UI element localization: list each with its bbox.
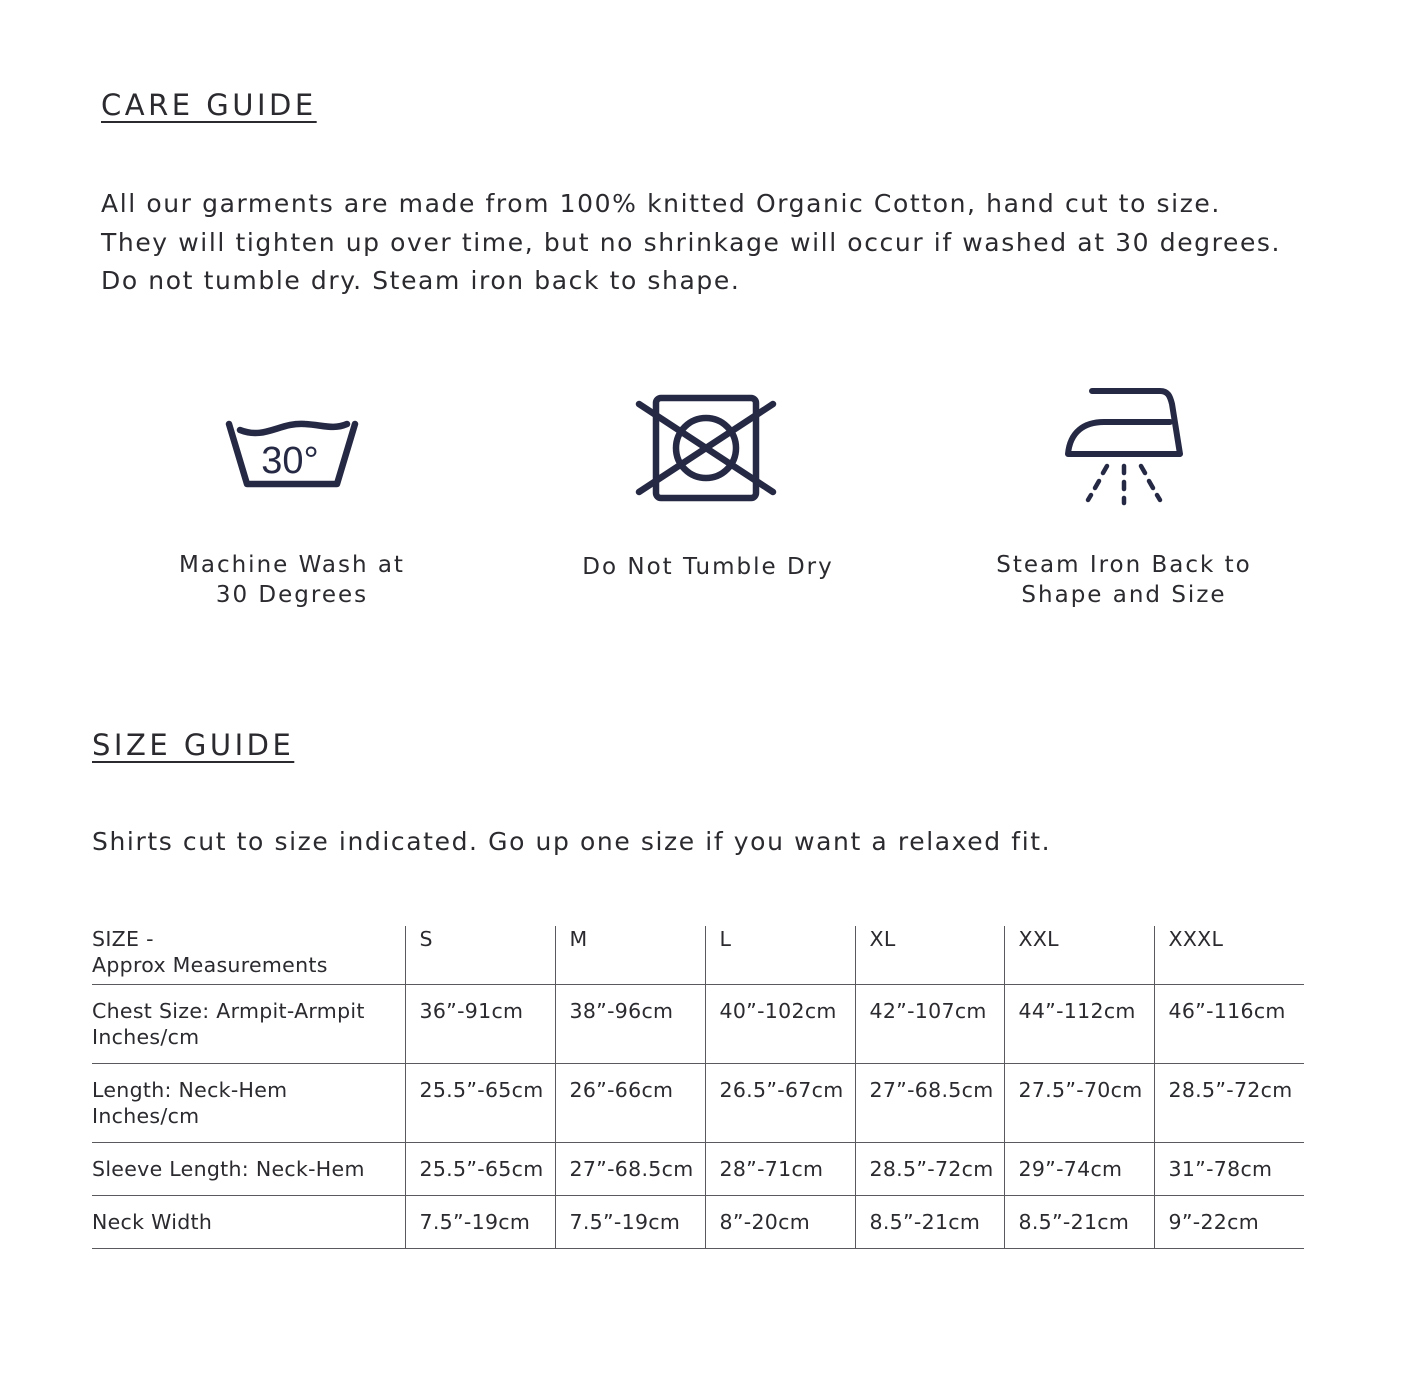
care-item-no-tumble-dry xyxy=(543,390,873,610)
column-header: XXL xyxy=(1004,926,1154,985)
row-label-line: Length: Neck-Hem xyxy=(92,1078,288,1102)
row-label xyxy=(92,1196,405,1249)
care-intro-line: They will tighten up over time, but no shrinkage will occur if washed at 30 degrees. xyxy=(101,227,1282,257)
table-cell: 7.5”-19cm xyxy=(555,1196,705,1249)
size-guide-heading: SIZE GUIDE xyxy=(92,728,295,762)
table-header-label xyxy=(92,926,405,985)
size-guide-intro: Shirts cut to size indicated. Go up one size if you want a relaxed fit. xyxy=(92,827,1052,856)
table-cell: 46”-116cm xyxy=(1154,985,1304,1064)
steam-iron-icon xyxy=(1062,384,1186,510)
table-cell: 8”-20cm xyxy=(705,1196,855,1249)
table-row xyxy=(92,1196,1304,1249)
table-cell: 28.5”-72cm xyxy=(1154,1064,1304,1143)
row-label-line: Sleeve Length: Neck-Hem xyxy=(92,1157,365,1181)
steam-iron-label xyxy=(959,550,1289,610)
table-cell: 40”-102cm xyxy=(705,985,855,1064)
header-label-line: SIZE - xyxy=(92,927,154,951)
care-item-machine-wash xyxy=(127,400,457,620)
table-cell: 31”-78cm xyxy=(1154,1143,1304,1196)
care-guide-intro xyxy=(101,185,1281,301)
table-cell: 8.5”-21cm xyxy=(1004,1196,1154,1249)
column-header: M xyxy=(555,926,705,985)
care-label-line: Machine Wash at xyxy=(179,552,405,578)
table-header-row xyxy=(92,926,1304,985)
care-label-line: 30 Degrees xyxy=(215,582,369,608)
row-label xyxy=(92,985,405,1064)
table-cell: 28”-71cm xyxy=(705,1143,855,1196)
table-cell: 9”-22cm xyxy=(1154,1196,1304,1249)
column-header: XL xyxy=(855,926,1004,985)
table-cell: 27”-68.5cm xyxy=(555,1143,705,1196)
care-label-line: Do Not Tumble Dry xyxy=(582,554,834,580)
column-header: XXXL xyxy=(1154,926,1304,985)
care-guide-heading: CARE GUIDE xyxy=(101,88,317,122)
table-cell: 44”-112cm xyxy=(1004,985,1154,1064)
row-label xyxy=(92,1064,405,1143)
no-tumble-dry-icon xyxy=(635,390,781,506)
table-row xyxy=(92,985,1304,1064)
row-label-line: Inches/cm xyxy=(92,1104,200,1128)
header-label-line: Approx Measurements xyxy=(92,953,328,977)
row-label-line: Chest Size: Armpit-Armpit xyxy=(92,999,365,1023)
table-cell: 7.5”-19cm xyxy=(405,1196,555,1249)
table-cell: 38”-96cm xyxy=(555,985,705,1064)
table-cell: 42”-107cm xyxy=(855,985,1004,1064)
table-cell: 27”-68.5cm xyxy=(855,1064,1004,1143)
column-header: S xyxy=(405,926,555,985)
table-cell: 25.5”-65cm xyxy=(405,1143,555,1196)
care-intro-line: All our garments are made from 100% knitted Organic Cotton, hand cut to size. xyxy=(101,189,1221,218)
table-row xyxy=(92,1143,1304,1196)
wash-30-icon xyxy=(225,412,359,492)
row-label-line: Neck Width xyxy=(92,1210,213,1234)
care-intro-line: Do not tumble dry. Steam iron back to shape. xyxy=(101,266,741,295)
table-row xyxy=(92,1064,1304,1143)
column-header: L xyxy=(705,926,855,985)
care-item-steam-iron xyxy=(959,384,1289,620)
care-label-line: Shape and Size xyxy=(1021,582,1227,608)
table-cell: 26.5”-67cm xyxy=(705,1064,855,1143)
care-label-line: Steam Iron Back to xyxy=(996,552,1252,578)
size-table xyxy=(92,926,1304,1249)
table-cell: 29”-74cm xyxy=(1004,1143,1154,1196)
table-cell: 28.5”-72cm xyxy=(855,1143,1004,1196)
table-cell: 36”-91cm xyxy=(405,985,555,1064)
wash-temperature-label: 30° xyxy=(261,440,319,482)
table-cell: 8.5”-21cm xyxy=(855,1196,1004,1249)
table-cell: 25.5”-65cm xyxy=(405,1064,555,1143)
machine-wash-label xyxy=(127,550,457,610)
row-label xyxy=(92,1143,405,1196)
no-tumble-dry-label xyxy=(543,552,873,582)
table-cell: 27.5”-70cm xyxy=(1004,1064,1154,1143)
table-cell: 26”-66cm xyxy=(555,1064,705,1143)
row-label-line: Inches/cm xyxy=(92,1025,200,1049)
